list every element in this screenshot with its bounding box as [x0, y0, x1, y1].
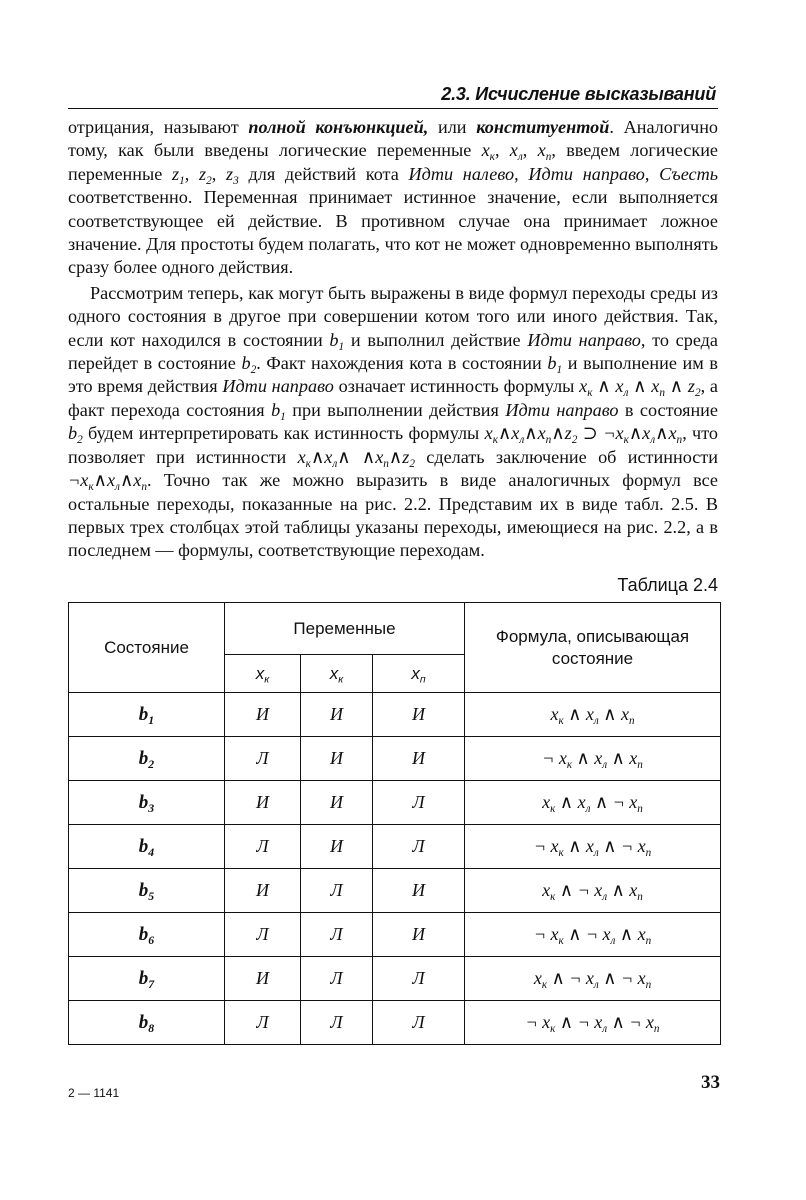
printer-signature: 2 — 1141 — [68, 1086, 120, 1100]
paragraph-2 — [68, 282, 718, 563]
paragraph-1: отрицания, называют полной конъюнкцией, или конституентой. Аналогично тому, как были введены логические переменные $x_к$, $x_л$, $x_п$, введем логические переменные $z_1$, $z_2$, $z_3$ для действий кота Идти налево, Идти направо, Съесть соответственно. Переменная принимает истинное значение, если выполняется соответствующее ей действие. В противном случае она принимает ложное значение. Для простоты будем полагать, что кот не может одновременно выполнять сразу более одного действия. — [68, 117, 719, 278]
states-table — [68, 602, 721, 1045]
variable-z2: $z_2$ — [199, 163, 212, 187]
table-row — [69, 825, 721, 869]
formula-cell: ¬ $x_к$ ∧ $x_л$ ∧ $x_п$ — [465, 737, 721, 781]
table-body — [69, 693, 721, 1045]
value-cell: И — [225, 869, 301, 913]
text-run: в состояние — [618, 399, 718, 420]
state-symbol: $b_2$ — [68, 423, 83, 447]
state-cell: $b_1$ — [69, 693, 225, 737]
header-var-xk: $x_к$ — [225, 655, 301, 693]
state-cell: $b_2$ — [69, 737, 225, 781]
value-cell: Л — [373, 957, 465, 1001]
value-cell: Л — [373, 1001, 465, 1045]
value-cell: И — [373, 869, 465, 913]
table-row — [69, 957, 721, 1001]
value-cell: И — [373, 913, 465, 957]
text-run: отрицания, называют — [68, 117, 249, 137]
text-run: . Точно так же можно выразить в виде аналогичных формул все остальные переходы, показанные на рис. 2.2. Представим их в виде табл. 2.5. В первых трех столбцах этой таблицы указаны переходы, имеющиеся на рис. 2.2, а в последнем — формулы, соответствующие переходам. — [68, 470, 718, 561]
body-text — [68, 116, 718, 563]
table-row — [69, 869, 721, 913]
inline-formula-4: $\neg x_к\wedge x_л\wedge x_п$ — [68, 470, 147, 494]
term-constituent: конституентой — [476, 117, 610, 137]
state-cell: $b_6$ — [69, 913, 225, 957]
table-row — [69, 737, 721, 781]
value-cell: И — [301, 737, 373, 781]
action-go-left: Идти налево — [408, 163, 515, 184]
header-var-xp: $x_п$ — [373, 655, 465, 693]
text-run: , а факт перехода состояния — [68, 376, 718, 420]
table-row — [69, 693, 721, 737]
table-row — [69, 1001, 721, 1045]
value-cell: И — [225, 693, 301, 737]
inline-formula-2: $x_к\wedge x_л\wedge x_п\wedge z_2$ ⊃ $\neg x_к\wedge x_л\wedge x_п$ — [484, 423, 683, 447]
value-cell: И — [225, 781, 301, 825]
formula-cell: $x_к$ ∧ ¬ $x_л$ ∧ $x_п$ — [465, 869, 721, 913]
text-run: , что позволяет при истинности — [68, 423, 718, 467]
value-cell: Л — [225, 913, 301, 957]
text-run: , то среда перейдет в состояние — [68, 329, 718, 374]
state-symbol: $b_1$ — [271, 399, 286, 423]
value-cell: Л — [225, 1001, 301, 1045]
value-cell: Л — [301, 957, 373, 1001]
state-cell: $b_3$ — [69, 781, 225, 825]
formula-cell: ¬ $x_к$ ∧ ¬ $x_л$ ∧ $x_п$ — [465, 913, 721, 957]
text-run: . Аналогично тому, как были введены логические переменные — [68, 117, 719, 161]
value-cell: И — [225, 957, 301, 1001]
page-number: 33 — [701, 1072, 720, 1093]
header-formula: Формула, описывающая состояние — [465, 603, 721, 693]
value-cell: Л — [225, 825, 301, 869]
value-cell: Л — [373, 825, 465, 869]
action-go-right: Идти направо — [222, 376, 334, 397]
header-rule — [68, 108, 718, 109]
variable-xl: $x_л$ — [509, 140, 523, 164]
value-cell: Л — [301, 913, 373, 957]
variable-z1: $z_1$ — [172, 163, 185, 187]
state-cell: $b_8$ — [69, 1001, 225, 1045]
header-state: Состояние — [69, 603, 225, 693]
header-var-xk-2: $x_к$ — [301, 655, 373, 693]
formula-cell: $x_к$ ∧ $x_л$ ∧ $x_п$ — [465, 693, 721, 737]
text-run: . Факт нахождения кота в состоянии — [256, 353, 548, 374]
inline-formula-3: $x_к\wedge x_л\wedge$ $\wedge x_п\wedge z_2$ — [297, 446, 415, 470]
formula-cell: ¬ $x_к$ ∧ ¬ $x_л$ ∧ ¬ $x_п$ — [465, 1001, 721, 1045]
action-go-right: Идти направо — [527, 329, 641, 350]
text-run: Рассмотрим теперь, как могут быть выражены в виде формул переходы среды из одного состояния в другое при совершении котом того или иного действия. Так, если кот находился в состоянии — [68, 282, 718, 350]
text-run: означает истинность формулы — [333, 376, 580, 397]
formula-cell: $x_к$ ∧ ¬ $x_л$ ∧ ¬ $x_п$ — [465, 957, 721, 1001]
variable-xk: $x_к$ — [481, 140, 495, 164]
text-run: при выполнении действия — [285, 399, 506, 420]
header-variables: Переменные — [225, 603, 465, 655]
action-go-right: Идти направо — [505, 399, 619, 420]
text-run: , введем логические переменные — [68, 140, 719, 184]
text-run: и выполнение им в это время действия — [68, 353, 718, 397]
text-run: и выполнил действие — [344, 329, 528, 350]
state-symbol: $b_1$ — [547, 353, 563, 376]
value-cell: И — [373, 693, 465, 737]
running-title: 2.3. Исчисление высказываний — [441, 84, 716, 104]
variable-xp: $x_п$ — [537, 140, 552, 164]
value-cell: И — [301, 781, 373, 825]
action-go-right: Идти направо — [528, 163, 645, 184]
text-run: соответственно. Переменная принимает истинное значение, если выполняется соответствующее ей действие. В противном случае она принимает ложное значение. Для простоты будем полагать, что кот не может одновременно выполнять сразу более одного действия. — [68, 187, 718, 278]
value-cell: И — [301, 825, 373, 869]
state-cell: $b_5$ — [69, 869, 225, 913]
value-cell: И — [301, 693, 373, 737]
value-cell: Л — [373, 781, 465, 825]
term-full-conjunction: полной конъюнкцией, — [248, 117, 429, 137]
value-cell: Л — [225, 737, 301, 781]
text-run: будем интерпретировать как истинность формулы — [82, 423, 485, 444]
inline-formula-1: $x_к$ ∧ $x_л$ ∧ $x_п$ ∧ $z_2$ — [579, 376, 701, 400]
value-cell: И — [373, 737, 465, 781]
text-run: сделать заключение об истинности — [414, 446, 718, 467]
table-caption: Таблица 2.4 — [617, 575, 718, 595]
action-eat: Съесть — [659, 163, 719, 184]
text-run: для действий кота — [238, 163, 409, 184]
table-row — [69, 913, 721, 957]
state-symbol: $b_1$ — [329, 329, 345, 353]
value-cell: Л — [301, 1001, 373, 1045]
text-run: или — [428, 117, 477, 137]
formula-cell: ¬ $x_к$ ∧ $x_л$ ∧ ¬ $x_п$ — [465, 825, 721, 869]
variable-z3: $z_3$ — [226, 163, 239, 187]
state-symbol: $b_2$ — [241, 353, 257, 376]
value-cell: Л — [301, 869, 373, 913]
state-cell: $b_7$ — [69, 957, 225, 1001]
formula-cell: $x_к$ ∧ $x_л$ ∧ ¬ $x_п$ — [465, 781, 721, 825]
state-cell: $b_4$ — [69, 825, 225, 869]
table-row — [69, 781, 721, 825]
